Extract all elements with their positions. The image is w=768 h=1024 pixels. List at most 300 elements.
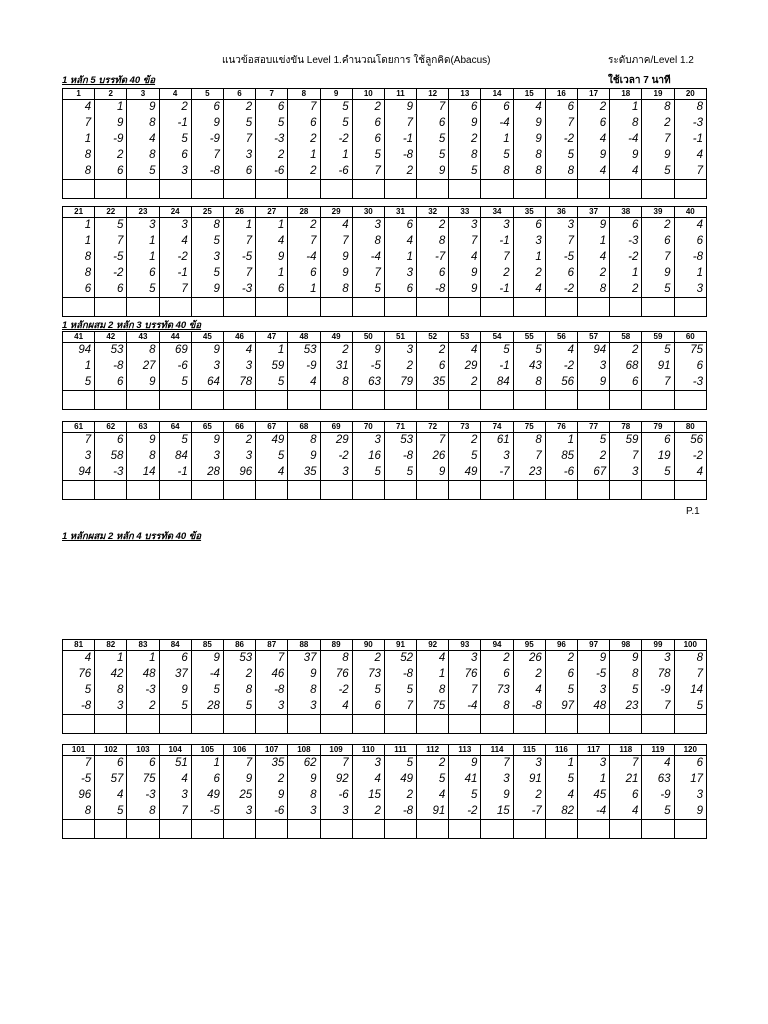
operand-cell: 5 [642, 164, 674, 180]
operand-cell: 7 [352, 266, 384, 282]
answer-cell[interactable] [352, 820, 384, 839]
operand-cell: 7 [545, 234, 577, 250]
answer-cell[interactable] [674, 391, 706, 410]
operand-cell: 7 [63, 756, 95, 772]
answer-cell[interactable] [674, 481, 706, 500]
question-number: 59 [642, 332, 674, 343]
answer-cell[interactable] [256, 391, 288, 410]
question-number: 49 [320, 332, 352, 343]
answer-cell[interactable] [320, 481, 352, 500]
answer-cell[interactable] [578, 481, 610, 500]
operand-cell: -4 [481, 116, 513, 132]
answer-cell[interactable] [417, 820, 449, 839]
answer-cell[interactable] [481, 481, 513, 500]
operand-cell: 85 [545, 449, 577, 465]
operand-cell: 9 [288, 449, 320, 465]
answer-cell[interactable] [384, 391, 416, 410]
question-number: 44 [159, 332, 191, 343]
answer-cell[interactable] [63, 298, 95, 317]
operand-cell: 3 [352, 218, 384, 234]
answer-cell[interactable] [159, 820, 191, 839]
operand-cell: 1 [127, 651, 159, 667]
operand-cell: 2 [384, 788, 416, 804]
operand-cell: 9 [191, 116, 223, 132]
operand-cell: 15 [481, 804, 513, 820]
operand-cell: 1 [95, 651, 127, 667]
operand-cell: 5 [642, 282, 674, 298]
operand-cell: 2 [513, 788, 545, 804]
operand-cell: 9 [449, 116, 481, 132]
operand-cell: 2 [578, 100, 610, 116]
operand-cell: 7 [223, 234, 255, 250]
question-number: 72 [417, 422, 449, 433]
answer-cell[interactable] [127, 298, 159, 317]
operand-cell: -1 [481, 282, 513, 298]
operand-cell: -6 [320, 164, 352, 180]
answer-cell[interactable] [578, 180, 610, 199]
operand-cell: 59 [610, 433, 642, 449]
question-number: 96 [545, 640, 577, 651]
operand-cell: 9 [578, 651, 610, 667]
operand-cell: 3 [513, 234, 545, 250]
answer-cell[interactable] [642, 820, 674, 839]
operand-cell: -8 [63, 699, 95, 715]
operand-cell: 7 [545, 116, 577, 132]
answer-cell[interactable] [449, 298, 481, 317]
operand-cell: 6 [578, 116, 610, 132]
operand-cell: 4 [578, 132, 610, 148]
answer-cell[interactable] [545, 391, 577, 410]
operand-cell: 2 [223, 667, 255, 683]
operand-cell: 3 [449, 651, 481, 667]
answer-cell[interactable] [191, 820, 223, 839]
operand-cell: 4 [159, 772, 191, 788]
operand-cell: 7 [256, 651, 288, 667]
answer-cell[interactable] [642, 298, 674, 317]
answer-cell[interactable] [95, 298, 127, 317]
operand-cell: 2 [127, 699, 159, 715]
operand-cell: 3 [481, 218, 513, 234]
operand-cell: 3 [610, 465, 642, 481]
answer-cell[interactable] [352, 180, 384, 199]
question-number: 3 [127, 89, 159, 100]
answer-cell[interactable] [288, 180, 320, 199]
answer-cell[interactable] [320, 391, 352, 410]
operand-cell: 3 [578, 756, 610, 772]
answer-cell[interactable] [578, 298, 610, 317]
operand-cell: 7 [63, 433, 95, 449]
answer-cell[interactable] [578, 391, 610, 410]
answer-cell[interactable] [384, 298, 416, 317]
answer-cell[interactable] [191, 391, 223, 410]
operand-cell: 2 [642, 116, 674, 132]
operand-cell: 8 [352, 234, 384, 250]
operand-cell: 9 [352, 343, 384, 359]
operand-cell: 1 [63, 234, 95, 250]
operand-cell: 6 [191, 100, 223, 116]
operand-cell: 5 [191, 683, 223, 699]
operand-cell: 6 [256, 282, 288, 298]
answer-cell[interactable] [610, 180, 642, 199]
question-number: 107 [256, 745, 288, 756]
operand-cell: 79 [384, 375, 416, 391]
answer-cell[interactable] [320, 715, 352, 734]
question-number: 99 [642, 640, 674, 651]
answer-cell[interactable] [417, 180, 449, 199]
operand-cell: 4 [513, 100, 545, 116]
operand-cell: 2 [288, 132, 320, 148]
answer-cell[interactable] [159, 180, 191, 199]
operand-cell: 9 [127, 100, 159, 116]
operand-cell: 6 [95, 282, 127, 298]
answer-cell[interactable] [449, 391, 481, 410]
operand-cell: -9 [288, 359, 320, 375]
answer-cell[interactable] [288, 820, 320, 839]
answer-cell[interactable] [191, 715, 223, 734]
operand-cell: 5 [449, 788, 481, 804]
answer-cell[interactable] [674, 180, 706, 199]
answer-cell[interactable] [159, 715, 191, 734]
answer-cell[interactable] [95, 715, 127, 734]
answer-cell[interactable] [674, 715, 706, 734]
answer-cell[interactable] [674, 298, 706, 317]
operand-cell: 8 [288, 683, 320, 699]
operand-cell: 29 [320, 433, 352, 449]
answer-cell[interactable] [417, 298, 449, 317]
operand-cell: 3 [352, 433, 384, 449]
operand-cell: 35 [417, 375, 449, 391]
answer-cell[interactable] [481, 298, 513, 317]
answer-cell[interactable] [352, 715, 384, 734]
operand-cell: 7 [449, 683, 481, 699]
operand-cell: -6 [256, 804, 288, 820]
operand-cell: 5 [384, 683, 416, 699]
operand-cell: 5 [545, 683, 577, 699]
operand-cell: 8 [610, 116, 642, 132]
operand-cell: 19 [642, 449, 674, 465]
answer-cell[interactable] [223, 391, 255, 410]
operand-cell: 9 [320, 266, 352, 282]
operand-cell: 7 [481, 250, 513, 266]
answer-cell[interactable] [610, 481, 642, 500]
answer-cell[interactable] [63, 391, 95, 410]
operand-cell: 7 [513, 449, 545, 465]
question-number: 55 [513, 332, 545, 343]
answer-cell[interactable] [159, 391, 191, 410]
operand-cell: 5 [674, 699, 706, 715]
answer-cell[interactable] [481, 391, 513, 410]
operand-cell: 4 [95, 788, 127, 804]
operand-cell: 5 [642, 804, 674, 820]
answer-cell[interactable] [384, 180, 416, 199]
answer-cell[interactable] [256, 180, 288, 199]
answer-cell[interactable] [256, 715, 288, 734]
question-number: 114 [481, 745, 513, 756]
answer-cell[interactable] [610, 298, 642, 317]
answer-cell[interactable] [159, 298, 191, 317]
operand-cell: 9 [674, 804, 706, 820]
operand-cell: 8 [127, 804, 159, 820]
operand-cell: 75 [127, 772, 159, 788]
operand-cell: 7 [481, 756, 513, 772]
operand-cell: 2 [417, 218, 449, 234]
operand-cell: 9 [610, 148, 642, 164]
operand-cell: -4 [352, 250, 384, 266]
answer-cell[interactable] [642, 391, 674, 410]
answer-cell[interactable] [352, 298, 384, 317]
question-number: 116 [545, 745, 577, 756]
operand-cell: 4 [545, 788, 577, 804]
question-number: 91 [384, 640, 416, 651]
operand-cell: -8 [384, 667, 416, 683]
operand-cell: 1 [288, 148, 320, 164]
answer-cell[interactable] [449, 820, 481, 839]
answer-cell[interactable] [63, 820, 95, 839]
operand-cell: 43 [513, 359, 545, 375]
operand-cell: 9 [256, 788, 288, 804]
answer-cell[interactable] [545, 820, 577, 839]
operand-cell: 3 [320, 804, 352, 820]
operand-cell: 2 [256, 148, 288, 164]
operand-cell: 5 [481, 148, 513, 164]
answer-cell[interactable] [256, 481, 288, 500]
answer-cell[interactable] [513, 481, 545, 500]
operand-cell: -5 [191, 804, 223, 820]
answer-cell[interactable] [159, 481, 191, 500]
question-number: 34 [481, 207, 513, 218]
question-number: 31 [384, 207, 416, 218]
question-number: 47 [256, 332, 288, 343]
answer-cell[interactable] [95, 820, 127, 839]
answer-cell[interactable] [417, 481, 449, 500]
answer-cell[interactable] [320, 180, 352, 199]
answer-cell[interactable] [610, 715, 642, 734]
operand-cell: 53 [95, 343, 127, 359]
operand-cell: 53 [288, 343, 320, 359]
answer-cell[interactable] [320, 298, 352, 317]
answer-cell[interactable] [481, 820, 513, 839]
operand-cell: 7 [449, 234, 481, 250]
operand-cell: 3 [545, 218, 577, 234]
answer-cell[interactable] [417, 715, 449, 734]
answer-cell[interactable] [127, 820, 159, 839]
question-number: 56 [545, 332, 577, 343]
answer-cell[interactable] [223, 481, 255, 500]
operand-cell: 2 [417, 756, 449, 772]
answer-cell[interactable] [449, 715, 481, 734]
operand-cell: 8 [449, 148, 481, 164]
operand-cell: 2 [449, 433, 481, 449]
operand-cell: 6 [417, 359, 449, 375]
answer-cell[interactable] [352, 391, 384, 410]
answer-cell[interactable] [288, 391, 320, 410]
answer-cell[interactable] [578, 715, 610, 734]
answer-cell[interactable] [481, 715, 513, 734]
operand-cell: 5 [159, 375, 191, 391]
answer-cell[interactable] [610, 820, 642, 839]
answer-cell[interactable] [288, 481, 320, 500]
question-number: 25 [191, 207, 223, 218]
answer-cell[interactable] [223, 298, 255, 317]
answer-cell[interactable] [513, 820, 545, 839]
question-number: 63 [127, 422, 159, 433]
answer-cell[interactable] [223, 180, 255, 199]
operand-cell: 1 [513, 250, 545, 266]
operand-cell: 5 [352, 282, 384, 298]
answer-cell[interactable] [352, 481, 384, 500]
question-number: 54 [481, 332, 513, 343]
answer-cell[interactable] [320, 820, 352, 839]
operand-cell: 8 [513, 148, 545, 164]
operand-cell: 6 [642, 234, 674, 250]
operand-cell: 5 [449, 449, 481, 465]
operand-cell: -4 [288, 250, 320, 266]
operand-cell: 7 [642, 375, 674, 391]
operand-cell: 59 [256, 359, 288, 375]
operand-cell: 7 [288, 100, 320, 116]
answer-cell[interactable] [256, 298, 288, 317]
answer-cell[interactable] [674, 820, 706, 839]
operand-cell: 1 [288, 282, 320, 298]
question-number: 48 [288, 332, 320, 343]
operand-cell: -3 [223, 282, 255, 298]
operand-cell: 78 [642, 667, 674, 683]
operand-cell: 8 [578, 282, 610, 298]
answer-cell[interactable] [449, 180, 481, 199]
operand-cell: 9 [191, 343, 223, 359]
operand-cell: 75 [417, 699, 449, 715]
answer-cell[interactable] [578, 820, 610, 839]
question-number: 14 [481, 89, 513, 100]
answer-cell[interactable] [95, 391, 127, 410]
answer-cell[interactable] [417, 391, 449, 410]
question-number: 105 [191, 745, 223, 756]
question-number: 7 [256, 89, 288, 100]
answer-cell[interactable] [223, 715, 255, 734]
answer-cell[interactable] [223, 820, 255, 839]
answer-cell[interactable] [384, 715, 416, 734]
answer-cell[interactable] [127, 180, 159, 199]
operand-cell: 3 [159, 788, 191, 804]
operand-cell: 6 [674, 756, 706, 772]
answer-cell[interactable] [545, 180, 577, 199]
operand-cell: 6 [288, 266, 320, 282]
answer-cell[interactable] [191, 180, 223, 199]
answer-cell[interactable] [127, 481, 159, 500]
answer-cell[interactable] [545, 715, 577, 734]
operand-cell: -1 [159, 465, 191, 481]
operand-cell: 91 [642, 359, 674, 375]
answer-cell[interactable] [513, 180, 545, 199]
operand-cell: 9 [127, 375, 159, 391]
operand-cell: 2 [384, 164, 416, 180]
question-number: 112 [417, 745, 449, 756]
operand-cell: 1 [610, 266, 642, 282]
answer-cell[interactable] [384, 820, 416, 839]
answer-cell[interactable] [95, 481, 127, 500]
operand-cell: 8 [417, 234, 449, 250]
operand-cell: 15 [352, 788, 384, 804]
answer-cell[interactable] [63, 715, 95, 734]
answer-cell[interactable] [481, 180, 513, 199]
operand-cell: 8 [674, 100, 706, 116]
operand-cell: 78 [223, 375, 255, 391]
operand-cell: 8 [513, 375, 545, 391]
operand-cell: 9 [191, 433, 223, 449]
question-number: 38 [610, 207, 642, 218]
exercise-table-3 [62, 331, 707, 410]
question-number: 85 [191, 640, 223, 651]
operand-cell: 4 [63, 651, 95, 667]
answer-cell[interactable] [127, 391, 159, 410]
operand-cell: 3 [256, 699, 288, 715]
answer-cell[interactable] [63, 481, 95, 500]
answer-cell[interactable] [63, 180, 95, 199]
operand-cell: -3 [127, 683, 159, 699]
answer-cell[interactable] [288, 298, 320, 317]
operand-cell: 3 [223, 148, 255, 164]
question-number: 18 [610, 89, 642, 100]
question-number: 60 [674, 332, 706, 343]
operand-cell: -2 [449, 804, 481, 820]
operand-cell: 7 [223, 266, 255, 282]
answer-cell[interactable] [545, 481, 577, 500]
answer-cell[interactable] [191, 481, 223, 500]
operand-cell: 7 [642, 250, 674, 266]
answer-cell[interactable] [127, 715, 159, 734]
operand-cell: 1 [95, 100, 127, 116]
operand-cell: 2 [95, 148, 127, 164]
answer-cell[interactable] [642, 180, 674, 199]
answer-cell[interactable] [610, 391, 642, 410]
operand-cell: 8 [610, 667, 642, 683]
answer-cell[interactable] [513, 715, 545, 734]
operand-cell: 68 [610, 359, 642, 375]
operand-cell: 31 [320, 359, 352, 375]
operand-cell: 97 [545, 699, 577, 715]
question-number: 90 [352, 640, 384, 651]
answer-cell[interactable] [545, 298, 577, 317]
answer-cell[interactable] [256, 820, 288, 839]
operand-cell: 61 [481, 433, 513, 449]
operand-cell: 4 [513, 683, 545, 699]
operand-cell: 5 [545, 148, 577, 164]
answer-cell[interactable] [191, 298, 223, 317]
answer-cell[interactable] [95, 180, 127, 199]
operand-cell: 1 [545, 756, 577, 772]
answer-cell[interactable] [642, 481, 674, 500]
answer-cell[interactable] [642, 715, 674, 734]
answer-cell[interactable] [384, 481, 416, 500]
operand-cell: 6 [352, 116, 384, 132]
operand-cell: 1 [256, 343, 288, 359]
document-title: แนวข้อสอบแข่งขัน Level 1.คำนวณโดยการ ใช้ลูกคิด(Abacus) [222, 55, 491, 66]
operand-cell: 35 [256, 756, 288, 772]
answer-cell[interactable] [449, 481, 481, 500]
answer-cell[interactable] [288, 715, 320, 734]
operand-cell: 5 [256, 375, 288, 391]
operand-cell: 8 [320, 651, 352, 667]
answer-cell[interactable] [513, 298, 545, 317]
answer-cell[interactable] [513, 391, 545, 410]
operand-cell: 7 [63, 116, 95, 132]
operand-cell: -2 [610, 250, 642, 266]
operand-cell: 23 [610, 699, 642, 715]
exercise-table-5 [62, 639, 707, 734]
operand-cell: 5 [223, 116, 255, 132]
question-number: 75 [513, 422, 545, 433]
operand-cell: 6 [95, 756, 127, 772]
